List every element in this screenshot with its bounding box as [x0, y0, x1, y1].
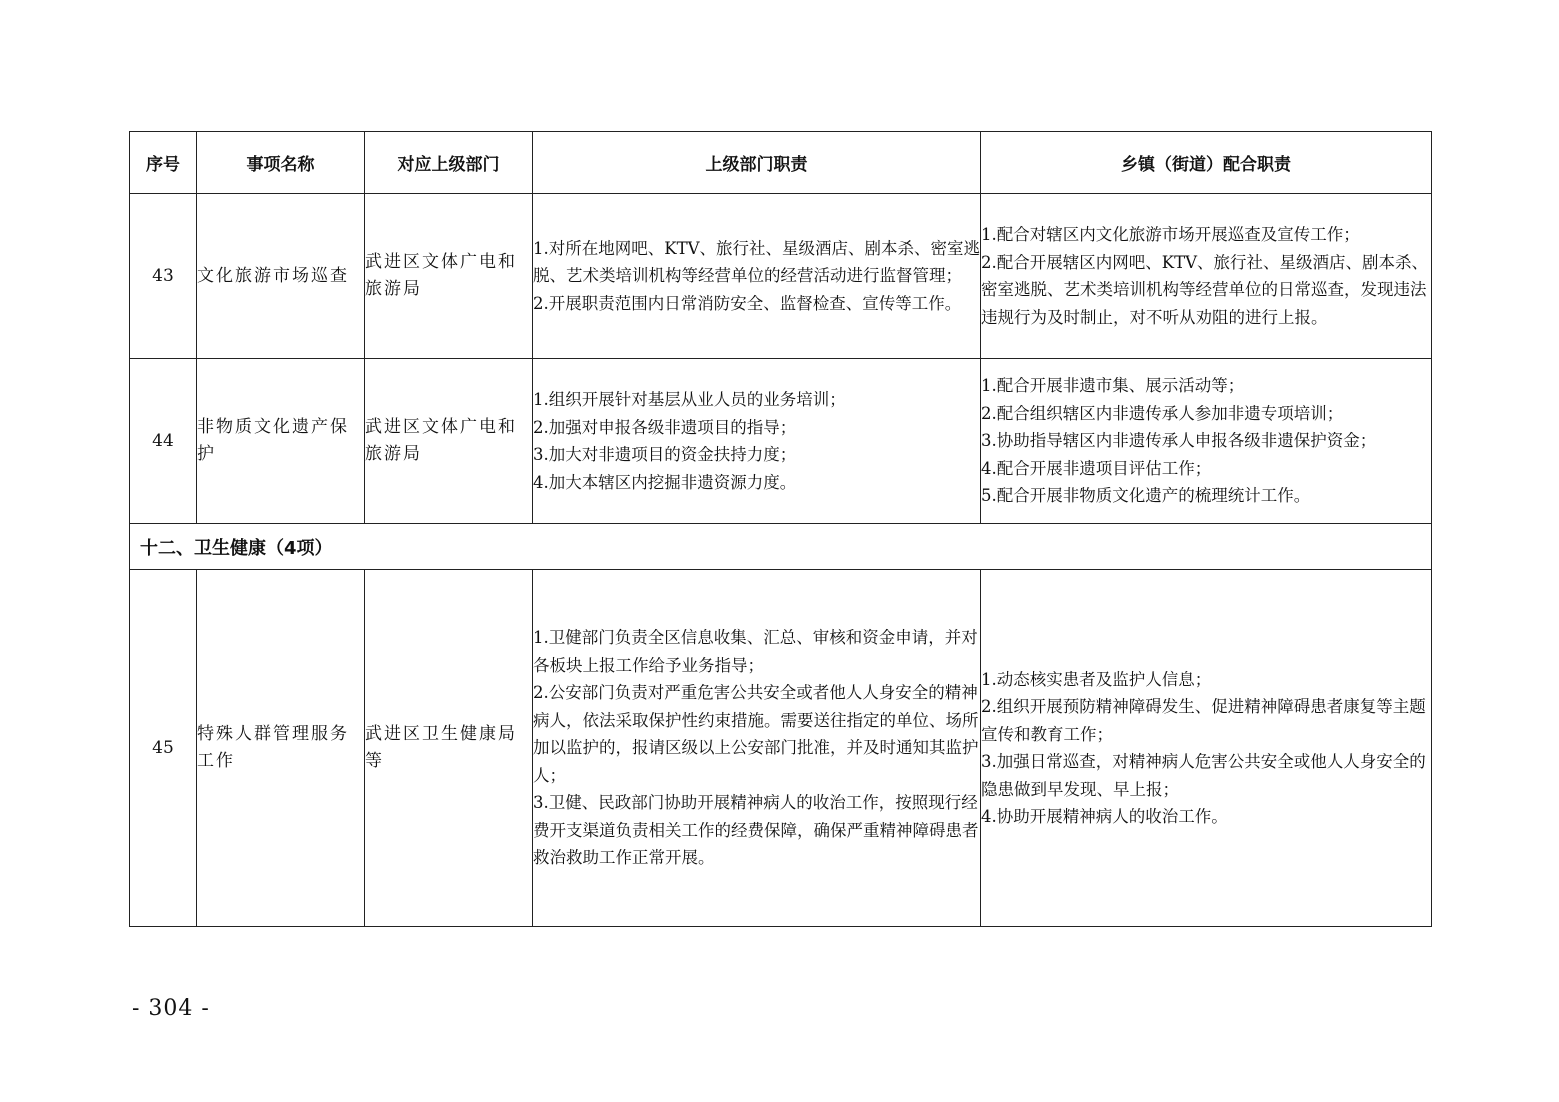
duty-line: 3.卫健、民政部门协助开展精神病人的收治工作，按照现行经费开支渠道负责相关工作的经费保障，确保严重精神障碍患者救治救助工作正常开展。	[533, 793, 979, 868]
row-upper-duty	[533, 570, 981, 927]
row-town-duty	[981, 359, 1432, 524]
header-upper-duty: 上级部门职责	[533, 132, 981, 194]
table-row	[130, 570, 1432, 927]
row-item-name: 非物质文化遗产保护	[197, 359, 365, 524]
coop-line: 2.配合开展辖区内网吧、KTV、旅行社、星级酒店、剧本杀、密室逃脱、艺术类培训机构等经营单位的日常巡查，发现违法违规行为及时制止，对不听从劝阻的进行上报。	[981, 252, 1428, 327]
table-row	[130, 359, 1432, 524]
row-seq: 43	[130, 194, 197, 359]
duty-line: 1.对所在地网吧、KTV、旅行社、星级酒店、剧本杀、密室逃脱、艺术类培训机构等经营单位的经营活动进行监督管理；	[533, 238, 980, 286]
duty-line: 3.加大对非遗项目的资金扶持力度；	[533, 445, 797, 464]
row-item-name: 文化旅游市场巡查	[197, 194, 365, 359]
row-item-name: 特殊人群管理服务工作	[197, 570, 365, 927]
duty-table	[129, 131, 1432, 927]
duty-line: 1.组织开展针对基层从业人员的业务培训；	[533, 390, 846, 409]
header-seq: 序号	[130, 132, 197, 194]
duty-line: 2.开展职责范围内日常消防安全、监督检查、宣传等工作。	[533, 293, 962, 313]
coop-line: 5.配合开展非物质文化遗产的梳理统计工作。	[981, 486, 1311, 506]
duty-line: 4.加大本辖区内挖掘非遗资源力度。	[533, 472, 797, 492]
row-town-duty	[981, 570, 1432, 927]
row-seq: 44	[130, 359, 197, 524]
coop-line: 2.组织开展预防精神障碍发生、促进精神障碍患者康复等主题宣传和教育工作；	[981, 697, 1426, 744]
coop-line: 2.配合组织辖区内非遗传承人参加非遗专项培训；	[981, 403, 1344, 423]
coop-line: 3.加强日常巡查，对精神病人危害公共安全或他人人身安全的隐患做到早发现、早上报；	[981, 752, 1426, 799]
coop-line: 4.配合开展非遗项目评估工作；	[981, 458, 1212, 478]
page-number: - 304 -	[132, 996, 210, 1021]
coop-line: 3.协助指导辖区内非遗传承人申报各级非遗保护资金；	[981, 431, 1377, 451]
coop-line: 1.动态核实患者及监护人信息；	[981, 669, 1212, 689]
row-upper-duty	[533, 194, 981, 359]
duty-line: 2.公安部门负责对严重危害公共安全或者他人人身安全的精神病人，依法采取保护性约束措施。需要送往指定的单位、场所加以监护的，报请区级以上公安部门批准，并及时通知其监护人；	[533, 683, 979, 785]
row-seq: 45	[130, 570, 197, 927]
duty-line: 1.卫健部门负责全区信息收集、汇总、审核和资金申请，并对各板块上报工作给予业务指导；	[533, 628, 978, 675]
header-upper-dept: 对应上级部门	[365, 132, 533, 194]
table-header-row	[130, 132, 1432, 194]
section-row	[130, 524, 1432, 570]
header-town-duty: 乡镇（街道）配合职责	[981, 132, 1432, 194]
row-upper-dept: 武进区文体广电和旅游局	[365, 194, 533, 359]
coop-line: 1.配合对辖区内文化旅游市场开展巡查及宣传工作；	[981, 225, 1360, 244]
row-upper-dept: 武进区文体广电和旅游局	[365, 359, 533, 524]
duty-line: 2.加强对申报各级非遗项目的指导；	[533, 417, 797, 437]
section-title: 十二、卫生健康（4项）	[130, 524, 1432, 570]
header-item-name: 事项名称	[197, 132, 365, 194]
coop-line: 1.配合开展非遗市集、展示活动等；	[981, 376, 1245, 396]
row-upper-duty	[533, 359, 981, 524]
row-town-duty	[981, 194, 1432, 359]
coop-line: 4.协助开展精神病人的收治工作。	[981, 807, 1228, 826]
table-row	[130, 194, 1432, 359]
row-upper-dept: 武进区卫生健康局等	[365, 570, 533, 927]
